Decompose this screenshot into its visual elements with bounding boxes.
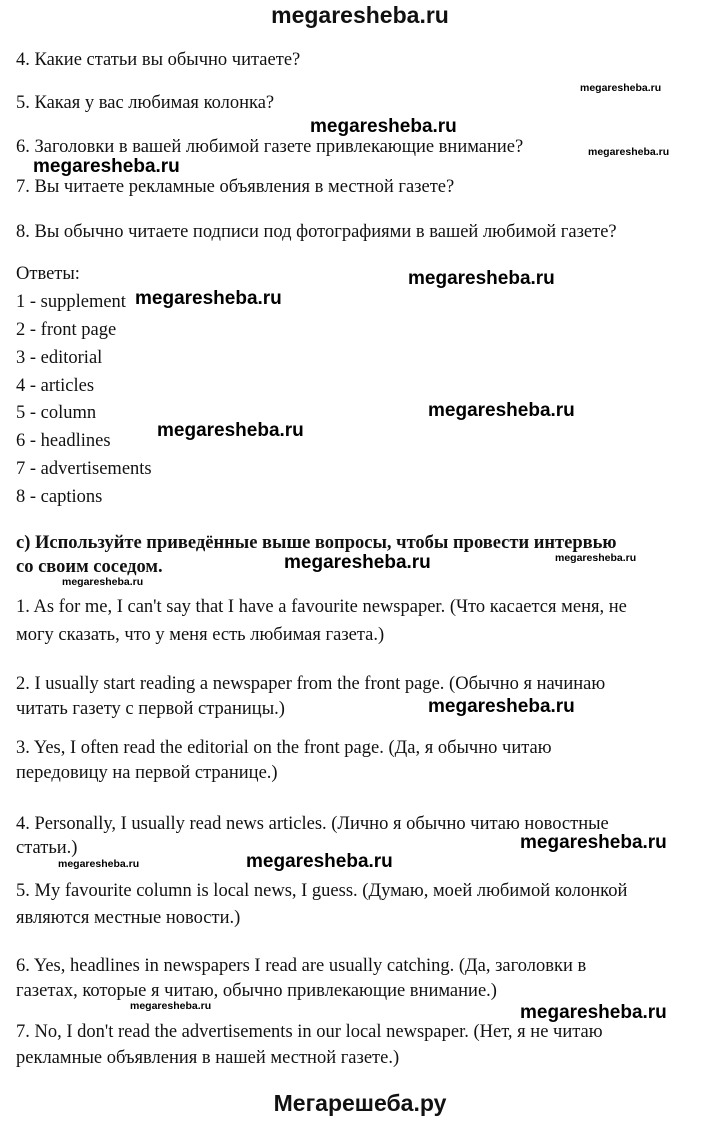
answer-item: 7 - advertisements: [16, 459, 152, 479]
answer-item: 1 - supplement: [16, 292, 126, 312]
watermark: megaresheba.ru: [555, 552, 637, 564]
response-2-cont: читать газету с первой страницы.): [16, 699, 285, 719]
question-6: 6. Заголовки в вашей любимой газете привлекающие внимание?: [16, 137, 524, 157]
response-3-cont: передовицу на первой странице.): [16, 763, 278, 783]
watermark: megaresheba.ru: [408, 268, 555, 289]
watermark: megaresheba.ru: [588, 146, 670, 158]
watermark: megaresheba.ru: [520, 832, 667, 853]
watermark: megaresheba.ru: [130, 1000, 212, 1012]
watermark: megaresheba.ru: [62, 576, 144, 588]
response-4-cont: статьи.): [16, 838, 78, 858]
response-7: 7. No, I don't read the advertisements in our local newspaper. (Нет, я не читаю: [16, 1022, 603, 1042]
watermark: megaresheba.ru: [428, 400, 575, 421]
watermark: megaresheba.ru: [58, 858, 140, 870]
question-4: 4. Какие статьи вы обычно читаете?: [16, 50, 301, 70]
response-1: 1. As for me, I can't say that I have a favourite newspaper. (Что касается меня, не: [16, 597, 627, 617]
task-heading: c) Используйте приведённые выше вопросы, чтобы провести интервью: [16, 533, 617, 553]
answers-title: Ответы:: [16, 264, 80, 284]
site-header: megaresheba.ru: [271, 2, 449, 28]
watermark: megaresheba.ru: [157, 420, 304, 441]
watermark: megaresheba.ru: [580, 82, 662, 94]
response-5-cont: являются местные новости.): [16, 908, 241, 928]
watermark: megaresheba.ru: [428, 696, 575, 717]
answer-item: 8 - captions: [16, 487, 103, 507]
answer-item: 4 - articles: [16, 376, 95, 396]
task-heading-cont: со своим соседом.: [16, 557, 163, 577]
response-1-cont: могу сказать, что у меня есть любимая газета.): [16, 625, 385, 645]
response-2: 2. I usually start reading a newspaper from the front page. (Обычно я начинаю: [16, 674, 606, 694]
watermark: megaresheba.ru: [284, 552, 431, 573]
watermark: megaresheba.ru: [520, 1002, 667, 1023]
response-4: 4. Personally, I usually read news articles. (Лично я обычно читаю новостные: [16, 814, 609, 834]
answer-item: 3 - editorial: [16, 348, 103, 368]
watermark: megaresheba.ru: [33, 156, 180, 177]
question-7: 7. Вы читаете рекламные объявления в местной газете?: [16, 177, 455, 197]
watermark: megaresheba.ru: [310, 116, 457, 137]
answer-item: 5 - column: [16, 403, 97, 423]
answer-item: 6 - headlines: [16, 431, 111, 451]
question-5: 5. Какая у вас любимая колонка?: [16, 93, 275, 113]
response-3: 3. Yes, I often read the editorial on the front page. (Да, я обычно читаю: [16, 738, 552, 758]
watermark: megaresheba.ru: [246, 851, 393, 872]
question-8: 8. Вы обычно читаете подписи под фотографиями в вашей любимой газете?: [16, 222, 617, 242]
answer-item: 2 - front page: [16, 320, 117, 340]
response-6: 6. Yes, headlines in newspapers I read are usually catching. (Да, заголовки в: [16, 956, 587, 976]
response-5: 5. My favourite column is local news, I guess. (Думаю, моей любимой колонкой: [16, 881, 628, 901]
site-footer: Мегарешеба.ру: [273, 1090, 447, 1116]
response-6-cont: газетах, которые я читаю, обычно привлекающие внимание.): [16, 981, 497, 1001]
response-7-cont: рекламные объявления в нашей местной газете.): [16, 1048, 400, 1068]
watermark: megaresheba.ru: [135, 288, 282, 309]
